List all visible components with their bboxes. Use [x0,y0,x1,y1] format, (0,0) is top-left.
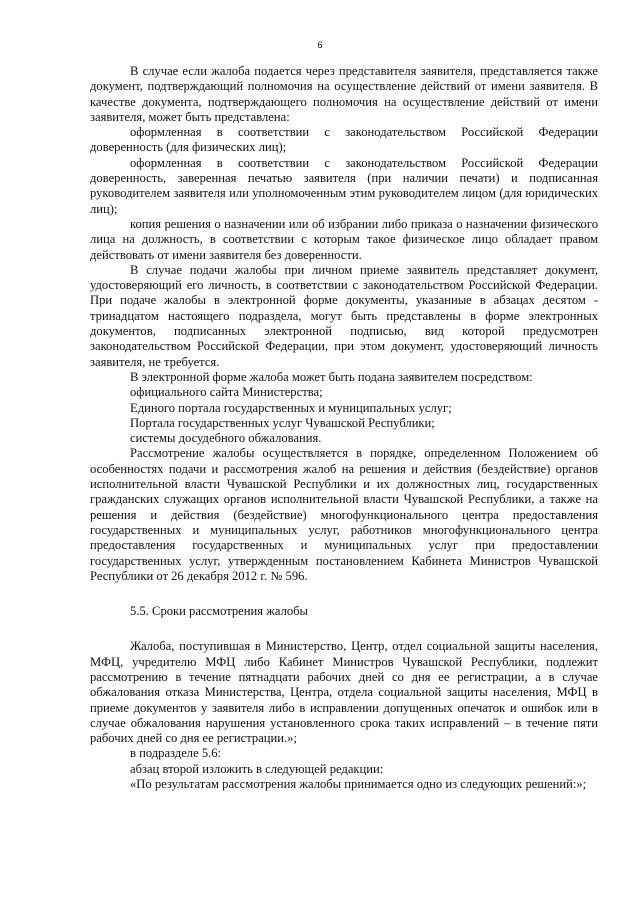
paragraph-power-of-attorney-legal: оформленная в соответствии с законодательством Российской Федерации доверенность, заверенная печатью заявителя (при наличии печати) и подписанная руководителем заявителя или уполномоченным этим руководителем лицом (для юридических лиц); [90,155,598,216]
list-item-unified-portal: Единого портала государственных и муниципальных услуг; [130,400,452,415]
paragraph-second-abstract: абзац второй изложить в следующей редакции: [130,761,384,776]
spacer [90,619,598,639]
paragraph-representative: В случае если жалоба подается через представителя заявителя, представляется также документ, подтверждающий полномочия на осуществление действий от имени заявителя. В качестве документа, подтверждающего полномочия на осуществление действий от имени заявителя, может быть представлена: [90,64,598,124]
list-item-ministry-site: официального сайта Министерства; [130,385,323,400]
paragraph-appointment-order: копия решения о назначении или об избрании либо приказа о назначении физического лица на должность, в соответствии с которым такое физическое лицо обладает правом действовать от имени заявителя без доверенности. [90,216,598,262]
paragraph-subsection-5-6: в подразделе 5.6: [130,746,222,761]
list-item-appeal-system: системы досудебного обжалования. [130,431,322,446]
paragraph-personal-reception: В случае подачи жалобы при личном приеме заявитель представляет документ, удостоверяющий его личность, в соответствии с законодательством Российской Федерации. При подаче жалобы в электронной форме документы, указанные в абзацах десятом - тринадцатом настоящего подраздела, могут быть представлены в форме электронных документов, подписанных электронной подписью, вид которой предусмотрен законодательством Российской Федерации, при этом документ, удостоверяющий личность заявителя, не требуется. [90,262,598,369]
paragraph-complaint-procedure: Рассмотрение жалобы осуществляется в порядке, определенном Положением об особенностях подачи и рассмотрения жалоб на решения и действия (бездействие) органов исполнительной власти Чувашской Республики и их должностных лиц, государственных гражданских служащих органов исполнительной власти Чувашской Республики, а также на решения и действия (бездействие) многофункционального центра предоставления государственных и муниципальных услуг, работников многофункционального центра предоставления государственных и муниципальных услуг при предоставлении государственных услуг, утвержденным постановлением Кабинета Министров Чувашской Республики от 26 декабря 2012 г. № 596. [90,446,598,583]
document-body [90,64,598,792]
list-item-chuvash-portal: Портала государственных услуг Чувашской Республики; [130,415,435,430]
paragraph-power-of-attorney-individuals: оформленная в соответствии с законодательством Российской Федерации доверенность (для физических лиц); [90,125,598,155]
section-heading: 5.5. Сроки рассмотрения жалобы [130,604,309,619]
spacer [90,584,598,604]
paragraph-review-results: «По результатам рассмотрения жалобы принимается одно из следующих решений:»; [130,777,587,792]
paragraph-electronic-form: В электронной форме жалоба может быть подана заявителем посредством: [130,369,533,384]
page-number: 6 [317,40,323,50]
paragraph-review-terms: Жалоба, поступившая в Министерство, Центр, отдел социальной защиты населения, МФЦ, учредителю МФЦ либо Кабинет Министров Чувашской Республики, подлежит рассмотрению в течение пятнадцати рабочих дней со дня ее регистрации, а в случае обжалования отказа Министерства, Центра, отдела социальной защиты населения, МФЦ в приеме документов у заявителя либо в исправлении допущенных опечаток и ошибок или в случае обжалования нарушения установленного срока таких исправлений – в течение пяти рабочих дней со дня ее регистрации.»; [90,639,598,746]
